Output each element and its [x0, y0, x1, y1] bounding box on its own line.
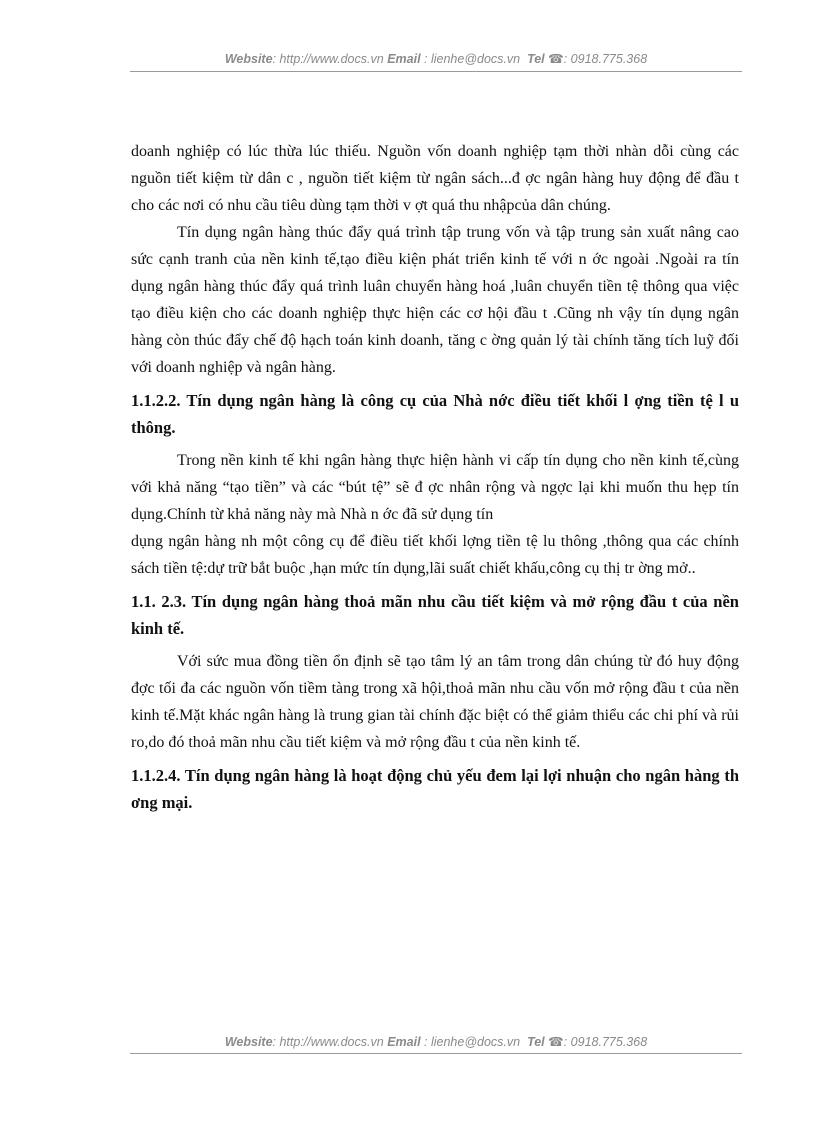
footer-tel-value: : 0918.775.368	[563, 1035, 648, 1049]
footer-divider	[130, 1053, 742, 1054]
footer-tel-label: Tel	[527, 1035, 545, 1049]
document-body	[131, 138, 739, 816]
header-email-value: : lienhe@docs.vn	[420, 52, 521, 66]
header-website-label: Website	[224, 52, 273, 66]
paragraph-1: doanh nghiệp có lúc thừa lúc thiếu. Nguồn vốn doanh nghiệp tạm thời nhàn dỗi cùng các nguồn tiết kiệm từ dân c , nguồn tiết kiệm từ ngân sách...đ ợc ngân hàng huy động để đầu t cho các nơi có nhu cầu tiêu dùng tạm thời v ợt quá thu nhậpcủa dân chúng.	[131, 143, 739, 214]
paragraph-5: Với sức mua đồng tiền ổn định sẽ tạo tâm lý an tâm trong dân chúng từ đó huy động đợc tối đa các nguồn vốn tiềm tàng trong xã hội,thoả mãn nhu cầu vốn mở rộng đầu t của nền kinh tế.Mặt khác ngân hàng là trung gian tài chính đặc biệt có thể giảm thiểu các chi phí và rủi ro,do đó thoả mãn nhu cầu tiết kiệm và mở rộng đầu t của nền kinh tế.	[131, 653, 739, 751]
footer-website-label: Website	[224, 1035, 273, 1049]
section-heading-1-1-2-2: 1.1.2.2. Tín dụng ngân hàng là công cụ của Nhà nớc điều tiết khối l ợng tiền tệ l u thông.	[131, 391, 739, 437]
header-tel-label: Tel	[527, 52, 545, 66]
page-footer	[130, 1034, 742, 1049]
phone-icon: ☎	[548, 1035, 564, 1049]
page-header	[130, 51, 742, 66]
paragraph-4: dụng ngân hàng nh một công cụ để điều tiết khối lợng tiền tệ lu thông ,thông qua các chính sách tiền tệ:dự trữ bắt buộc ,hạn mức tín dụng,lãi suất chiết khấu,công cụ thị tr ờng mở..	[131, 533, 739, 577]
header-tel-value: : 0918.775.368	[563, 52, 648, 66]
header-website-value: : http://www.docs.vn	[272, 52, 384, 66]
footer-email-label: Email	[387, 1035, 421, 1049]
footer-website-value: : http://www.docs.vn	[272, 1035, 384, 1049]
paragraph-3: Trong nền kinh tế khi ngân hàng thực hiện hành vi cấp tín dụng cho nền kinh tế,cùng với khả năng “tạo tiền” và các “bút tệ” sẽ đ ợc nhân rộng và ngợc lại khi muốn thu hẹp tín dụng.Chính từ khả năng này mà Nhà n ớc đã sử dụng tín	[131, 452, 739, 523]
header-email-label: Email	[387, 52, 421, 66]
section-heading-1-1-2-3: 1.1. 2.3. Tín dụng ngân hàng thoả mãn nhu cầu tiết kiệm và mở rộng đầu t của nền kinh tế.	[131, 592, 739, 638]
header-divider	[130, 71, 742, 72]
paragraph-2: Tín dụng ngân hàng thúc đẩy quá trình tập trung vốn và tập trung sản xuất nâng cao sức cạnh tranh của nền kinh tế,tạo điều kiện phát triển kinh tế với n ớc ngoài .Ngoài ra tín dụng ngân hàng thúc đẩy quá trình luân chuyển hàng hoá ,luân chuyển tiền tệ thông qua việc tạo điều kiện cho các doanh nghiệp thực hiện các cơ hội đầu t .Cũng nh vậy tín dụng ngân hàng còn thúc đẩy chế độ hạch toán kinh doanh, tăng c ờng quản lý tài chính tăng tích luỹ đối với doanh nghiệp và ngân hàng.	[131, 224, 739, 376]
footer-email-value: : lienhe@docs.vn	[420, 1035, 521, 1049]
section-heading-1-1-2-4: 1.1.2.4. Tín dụng ngân hàng là hoạt động chủ yếu đem lại lợi nhuận cho ngân hàng th ơng mại.	[131, 766, 739, 812]
phone-icon: ☎	[548, 52, 564, 66]
